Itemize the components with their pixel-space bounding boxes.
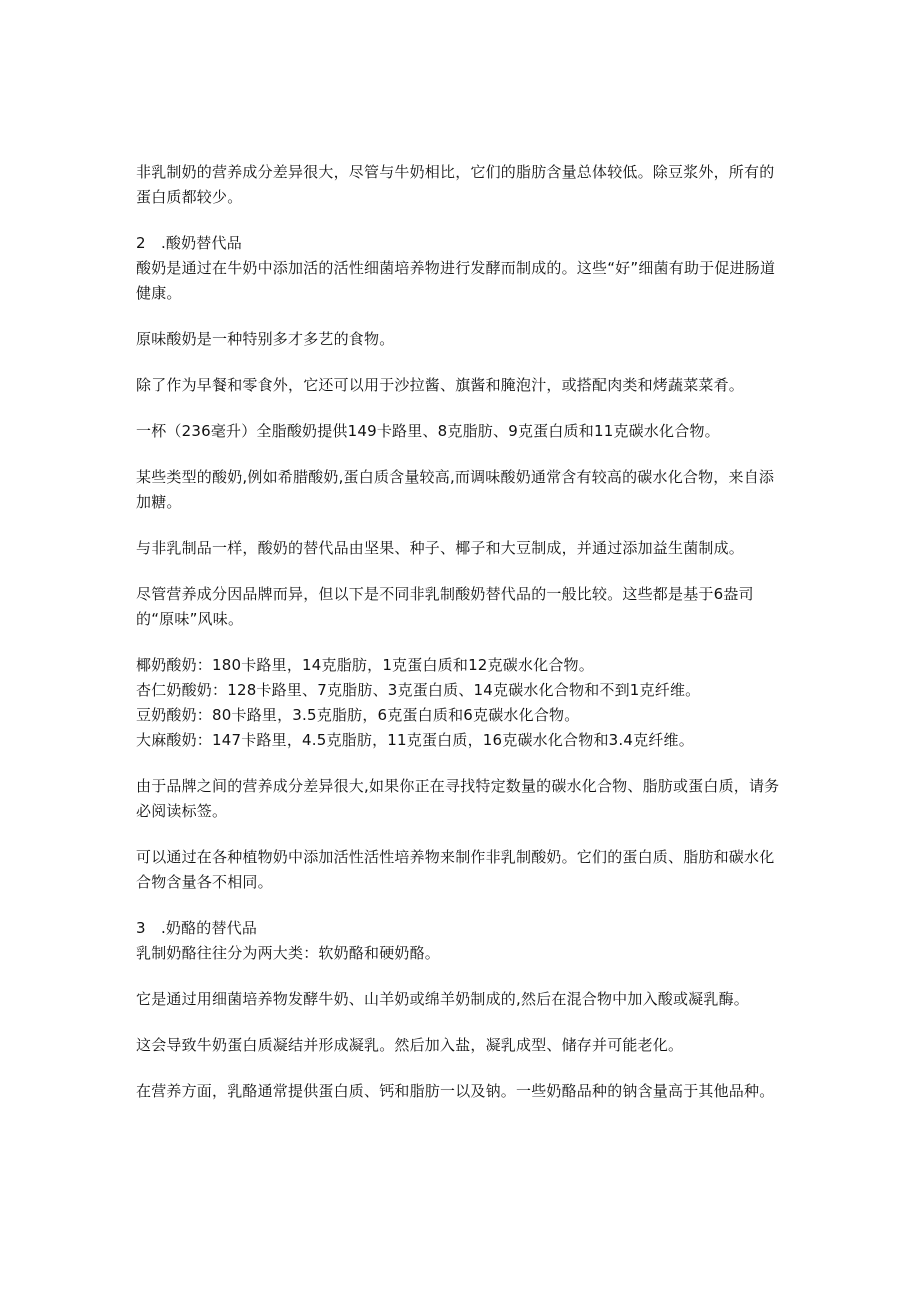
document-body [136,160,786,1125]
paragraph-read-labels: 由于品牌之间的营养成分差异很大,如果你正在寻找特定数量的碳水化合物、脂肪或蛋白质，请务必阅读标签。 [136,777,780,820]
list-item: 椰奶酸奶：180卡路里，14克脂肪，1克蛋白质和12克碳水化合物。 [136,656,594,674]
section-cheese-intro [136,916,786,966]
yogurt-comparison-list [136,653,786,753]
paragraph-nondairy-yogurt: 可以通过在各种植物奶中添加活性活性培养物来制作非乳制酸奶。它们的蛋白质、脂肪和碳水化合物含量各不相同。 [136,848,775,891]
paragraph-cheese-types: 乳制奶酪往往分为两大类：软奶酪和硬奶酪。 [136,944,441,962]
paragraph-nondairy-milk-summary: 非乳制奶的营养成分差异很大，尽管与牛奶相比，它们的脂肪含量总体较低。除豆浆外，所有的蛋白质都较少。 [136,163,775,206]
section-heading-yogurt: 2 .酸奶替代品 [136,234,242,252]
list-item: 豆奶酸奶：80卡路里，3.5克脂肪，6克蛋白质和6克碳水化合物。 [136,706,580,724]
section-yogurt-intro [136,231,786,306]
paragraph-yogurt-alternatives: 与非乳制品一样，酸奶的替代品由坚果、种子、椰子和大豆制成，并通过添加益生菌制成。 [136,539,745,557]
paragraph-yogurt-uses: 除了作为早餐和零食外，它还可以用于沙拉酱、旗酱和腌泡汁，或搭配肉类和烤蔬菜菜肴。 [136,376,745,394]
paragraph-yogurt-types: 某些类型的酸奶,例如希腊酸奶,蛋白质含量较高,而调味酸奶通常含有较高的碳水化合物，来自添加糖。 [136,468,775,511]
paragraph-yogurt-definition: 酸奶是通过在牛奶中添加活的活性细菌培养物进行发酵而制成的。这些“好”细菌有助于促进肠道健康。 [136,259,776,302]
paragraph-cheese-production: 它是通过用细菌培养物发酵牛奶、山羊奶或绵羊奶制成的,然后在混合物中加入酸或凝乳酶。 [136,990,749,1008]
list-item: 杏仁奶酸奶：128卡路里、7克脂肪、3克蛋白质、14克碳水化合物和不到1克纤维。 [136,681,701,699]
paragraph-plain-yogurt: 原味酸奶是一种特别多才多艺的食物。 [136,330,395,348]
paragraph-curd-formation: 这会导致牛奶蛋白质凝结并形成凝乳。然后加入盐，凝乳成型、储存并可能老化。 [136,1036,684,1054]
list-item: 大麻酸奶：147卡路里，4.5克脂肪，11克蛋白质，16克碳水化合物和3.4克纤维。 [136,731,694,749]
paragraph-yogurt-nutrition: 一杯（236毫升）全脂酸奶提供149卡路里、8克脂肪、9克蛋白质和11克碳水化合物。 [136,422,720,440]
paragraph-comparison-intro: 尽管营养成分因品牌而异，但以下是不同非乳制酸奶替代品的一般比较。这些都是基于6盎司的“原味”风味。 [136,585,754,628]
paragraph-cheese-nutrition: 在营养方面，乳酪通常提供蛋白质、钙和脂肪一以及钠。一些奶酪品种的钠含量高于其他品种。 [136,1082,775,1100]
section-heading-cheese: 3 .奶酪的替代品 [136,919,258,937]
